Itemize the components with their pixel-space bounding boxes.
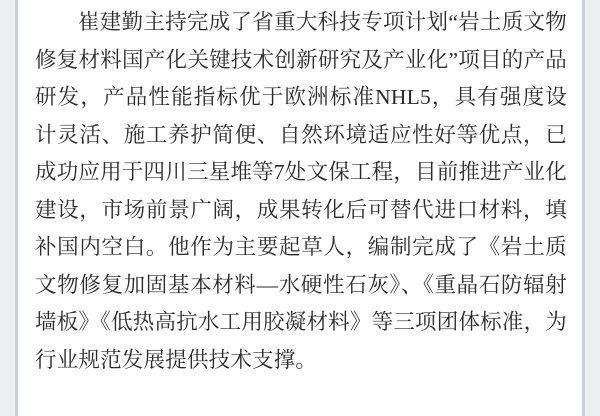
document-body bbox=[21, 0, 579, 416]
page-right-margin-edge bbox=[582, 0, 585, 416]
page-left-margin bbox=[0, 0, 18, 416]
body-paragraph: 崔建勤主持完成了省重大科技专项计划“岩土质文物修复材料国产化关键技术创新研究及产业化”项目的产品研发，产品性能指标优于欧洲标准NHL5，具有强度设计灵活、施工养护简便、自然环境适应性好等优点，已成功应用于四川三星堆等7处文保工程，目前推进产业化建设，市场前景广阔，成果转化后可替代进口材料，填补国内空白。他作为主要起草人，编制完成了《岩土质文物修复加固基本材料—水硬性石灰》、《重晶石防辐射墙板》《低热高抗水工用胶凝材料》等三项团体标准，为行业规范发展提供技术支撑。 bbox=[35, 10, 567, 372]
page-right-margin bbox=[582, 0, 600, 416]
page-left-margin-edge bbox=[15, 0, 18, 416]
